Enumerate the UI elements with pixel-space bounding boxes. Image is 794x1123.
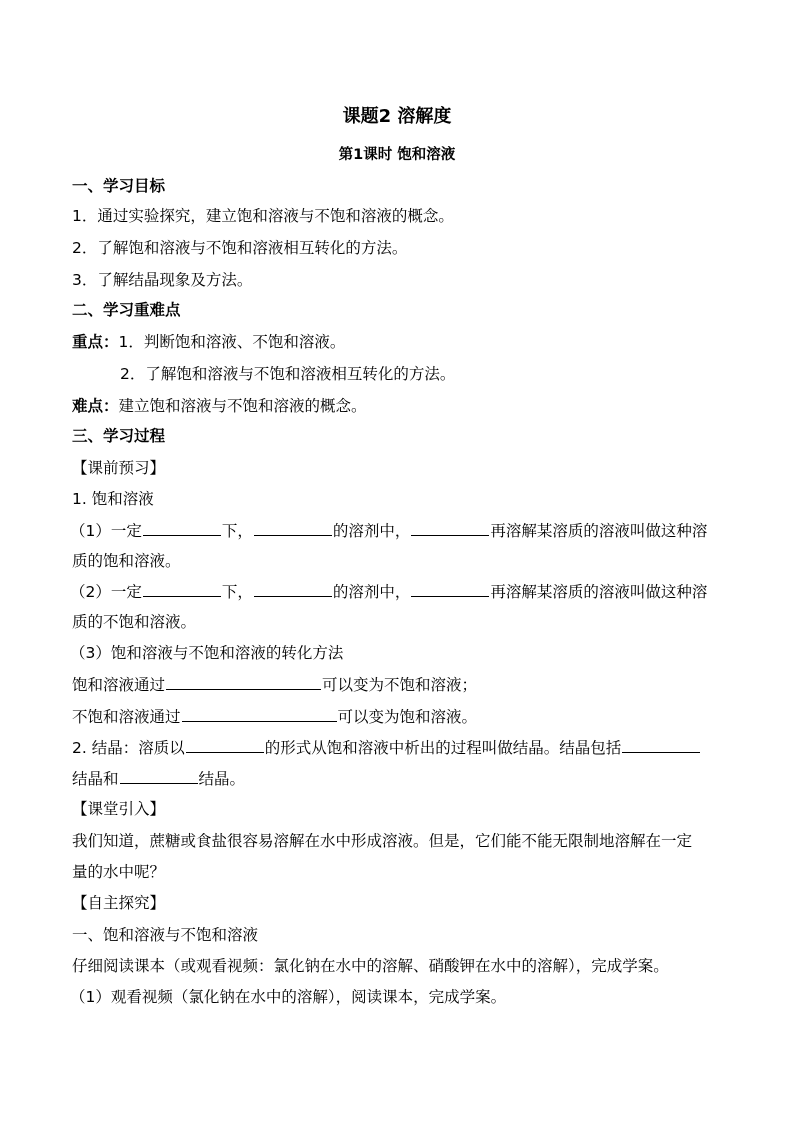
fill-blank[interactable] xyxy=(120,768,198,784)
difficulty-label: 难点： xyxy=(72,397,119,415)
text-fragment: 不饱和溶液通过 xyxy=(72,708,181,726)
fill-blank[interactable] xyxy=(143,520,221,536)
document-title: 课题2 溶解度 xyxy=(342,106,452,127)
question-line xyxy=(70,520,720,541)
fill-blank[interactable] xyxy=(411,581,489,597)
text-fragment: 结晶和 xyxy=(72,770,119,788)
objective-item: 2．了解饱和溶液与不饱和溶液相互转化的方法。 xyxy=(72,239,408,257)
paragraph-line: 仔细阅读课本（或观看视频：氯化钠在水中的溶解、硝酸钾在水中的溶解），完成学案。 xyxy=(72,957,669,975)
objective-item: 3．了解结晶现象及方法。 xyxy=(72,271,253,289)
section-heading-process: 三、学习过程 xyxy=(72,427,166,445)
subsection-preview: 【课前预习】 xyxy=(72,459,166,477)
paragraph-line: 我们知道，蔗糖或食盐很容易溶解在水中形成溶液。但是，它们能不能无限制地溶解在一定 xyxy=(72,832,693,850)
question-line xyxy=(70,581,720,602)
conversion-line xyxy=(72,706,722,727)
question-line-cont xyxy=(72,768,722,789)
text-fragment: 再溶解某溶质的溶液叫做这种溶 xyxy=(490,583,708,601)
fill-blank[interactable] xyxy=(182,706,337,722)
fill-blank[interactable] xyxy=(411,520,489,536)
fill-blank[interactable] xyxy=(166,674,321,690)
objective-item: 1．通过实验探究，建立饱和溶液与不饱和溶液的概念。 xyxy=(72,207,454,225)
text-fragment: 下， xyxy=(221,583,253,601)
text-fragment: 可以变为饱和溶液。 xyxy=(337,708,478,726)
paragraph-line: （1）观看视频（氯化钠在水中的溶解），阅读课本，完成学案。 xyxy=(70,988,507,1006)
text-fragment: 下， xyxy=(221,522,253,540)
text-fragment: 的形式从饱和溶液中析出的过程叫做结晶。结晶包括 xyxy=(264,739,622,757)
text-fragment: 的溶剂中， xyxy=(332,522,411,540)
fill-blank[interactable] xyxy=(622,737,700,753)
fill-blank[interactable] xyxy=(254,520,332,536)
paragraph-line: 量的水中呢？ xyxy=(72,863,166,881)
key-point-row xyxy=(72,332,722,352)
text-fragment: （2）一定 xyxy=(70,583,142,601)
question-line-cont: 质的不饱和溶液。 xyxy=(72,613,197,631)
conversion-line xyxy=(72,674,722,695)
key-point-item: 1．判断饱和溶液、不饱和溶液。 xyxy=(118,333,346,351)
text-fragment: 结晶。 xyxy=(198,770,246,788)
subsection-intro: 【课堂引入】 xyxy=(72,800,166,818)
fill-blank[interactable] xyxy=(254,581,332,597)
document-subtitle: 第1课时 饱和溶液 xyxy=(338,147,456,163)
text-fragment: 可以变为不饱和溶液； xyxy=(322,676,478,694)
difficulty-text: 建立饱和溶液与不饱和溶液的概念。 xyxy=(118,397,367,415)
text-fragment: 2. 结晶：溶质以 xyxy=(72,739,185,757)
explore-heading: 一、饱和溶液与不饱和溶液 xyxy=(72,926,259,944)
question-line: （3）饱和溶液与不饱和溶液的转化方法 xyxy=(70,644,344,662)
question-line xyxy=(72,737,722,758)
text-fragment: 饱和溶液通过 xyxy=(72,676,166,694)
difficulty-row xyxy=(72,396,722,416)
section-heading-key-points: 二、学习重难点 xyxy=(72,301,181,319)
question-line-cont: 质的饱和溶液。 xyxy=(72,552,181,570)
key-point-item: 2．了解饱和溶液与不饱和溶液相互转化的方法。 xyxy=(120,365,456,383)
text-fragment: （1）一定 xyxy=(70,522,142,540)
fill-blank[interactable] xyxy=(143,581,221,597)
fill-blank[interactable] xyxy=(186,737,264,753)
section-heading-objectives: 一、学习目标 xyxy=(72,177,166,195)
key-point-label: 重点： xyxy=(72,333,119,351)
question-title: 1. 饱和溶液 xyxy=(72,490,154,508)
text-fragment: 再溶解某溶质的溶液叫做这种溶 xyxy=(490,522,708,540)
text-fragment: 的溶剂中， xyxy=(332,583,411,601)
subsection-explore: 【自主探究】 xyxy=(72,894,166,912)
